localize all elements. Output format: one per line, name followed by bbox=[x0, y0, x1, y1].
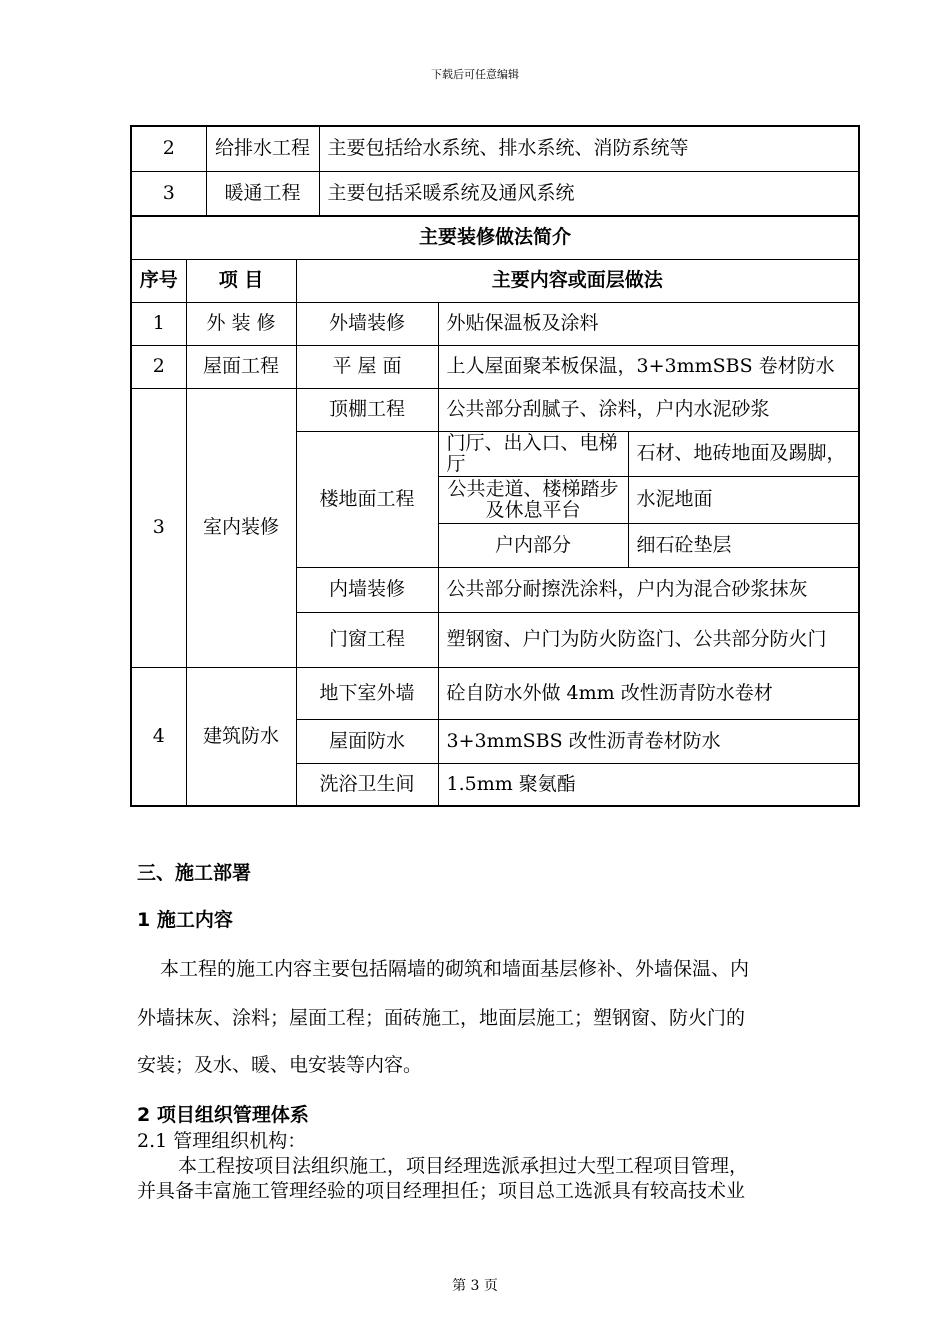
sub-item: 门窗工程 bbox=[296, 612, 438, 667]
table-header-row bbox=[131, 259, 859, 302]
system-description: 主要包括给水系统、排水系统、消防系统等 bbox=[319, 126, 859, 171]
content-cell: 砼自防水外做 4mm 改性沥青防水卷材 bbox=[438, 667, 859, 719]
row-number: 1 bbox=[131, 302, 186, 345]
table-title-row bbox=[131, 216, 859, 259]
table-row bbox=[131, 388, 859, 431]
decoration-table bbox=[130, 215, 860, 807]
sub-item: 地下室外墙 bbox=[296, 667, 438, 719]
page-number: 第 3 页 bbox=[452, 1278, 498, 1294]
item-name: 外 装 修 bbox=[186, 302, 296, 345]
sub-item: 内墙装修 bbox=[296, 567, 438, 612]
sub-item: 平 屋 面 bbox=[296, 345, 438, 388]
row-number: 3 bbox=[131, 171, 206, 216]
paragraph-line: 安装；及水、暖、电安装等内容。 bbox=[137, 1054, 423, 1076]
table-row bbox=[131, 171, 859, 216]
item-name: 建筑防水 bbox=[186, 667, 296, 806]
floor-area: 公共走道、楼梯踏步及休息平台 bbox=[438, 476, 628, 523]
table-row bbox=[131, 345, 859, 388]
content-cell: 上人屋面聚苯板保温，3+3mmSBS 卷材防水 bbox=[438, 345, 859, 388]
section-heading: 1 施工内容 bbox=[137, 909, 233, 931]
content-cell: 3+3mmSBS 改性沥青卷材防水 bbox=[438, 719, 859, 763]
col-header-no: 序号 bbox=[131, 259, 186, 302]
system-name: 暖通工程 bbox=[206, 171, 319, 216]
floor-area: 户内部分 bbox=[438, 523, 628, 567]
table-row bbox=[131, 302, 859, 345]
row-number: 2 bbox=[131, 126, 206, 171]
content-cell: 外贴保温板及涂料 bbox=[438, 302, 859, 345]
systems-table bbox=[130, 125, 860, 217]
col-header-item: 项 目 bbox=[186, 259, 296, 302]
content-cell: 公共部分刮腻子、涂料，户内水泥砂浆 bbox=[438, 388, 859, 431]
sub-item: 屋面防水 bbox=[296, 719, 438, 763]
sub-item: 洗浴卫生间 bbox=[296, 763, 438, 806]
floor-finish: 水泥地面 bbox=[628, 476, 859, 523]
subsection-heading: 2.1 管理组织机构： bbox=[137, 1130, 307, 1152]
content-cell: 塑钢窗、户门为防火防盗门、公共部分防火门 bbox=[438, 612, 859, 667]
row-number: 2 bbox=[131, 345, 186, 388]
table-title: 主要装修做法简介 bbox=[131, 216, 859, 259]
content-cell: 1.5mm 聚氨酯 bbox=[438, 763, 859, 806]
section-heading: 2 项目组织管理体系 bbox=[137, 1104, 309, 1126]
table-row bbox=[131, 667, 859, 719]
section-heading: 三、施工部署 bbox=[137, 862, 252, 884]
system-description: 主要包括采暖系统及通风系统 bbox=[319, 171, 859, 216]
row-number: 4 bbox=[131, 667, 186, 806]
content-cell: 公共部分耐擦洗涂料，户内为混合砂浆抹灰 bbox=[438, 567, 859, 612]
item-name: 屋面工程 bbox=[186, 345, 296, 388]
header-note: 下载后可任意编辑 bbox=[431, 68, 519, 81]
row-number: 3 bbox=[131, 388, 186, 667]
table-row bbox=[131, 126, 859, 171]
paragraph-line: 本工程的施工内容主要包括隔墙的砌筑和墙面基层修补、外墙保温、内 bbox=[160, 958, 750, 980]
paragraph-line: 本工程按项目法组织施工，项目经理选派承担过大型工程项目管理， bbox=[178, 1155, 749, 1177]
floor-finish: 石材、地砖地面及踢脚， bbox=[628, 431, 859, 476]
sub-item: 楼地面工程 bbox=[296, 431, 438, 567]
col-header-content: 主要内容或面层做法 bbox=[296, 259, 859, 302]
paragraph-line: 外墙抹灰、涂料；屋面工程；面砖施工，地面层施工；塑钢窗、防火门的 bbox=[137, 1007, 746, 1029]
system-name: 给排水工程 bbox=[206, 126, 319, 171]
floor-finish: 细石砼垫层 bbox=[628, 523, 859, 567]
sub-item: 顶棚工程 bbox=[296, 388, 438, 431]
item-name: 室内装修 bbox=[186, 388, 296, 667]
sub-item: 外墙装修 bbox=[296, 302, 438, 345]
floor-area: 门厅、出入口、电梯厅 bbox=[438, 431, 628, 476]
paragraph-line: 并具备丰富施工管理经验的项目经理担任；项目总工选派具有较高技术业 bbox=[137, 1180, 746, 1202]
